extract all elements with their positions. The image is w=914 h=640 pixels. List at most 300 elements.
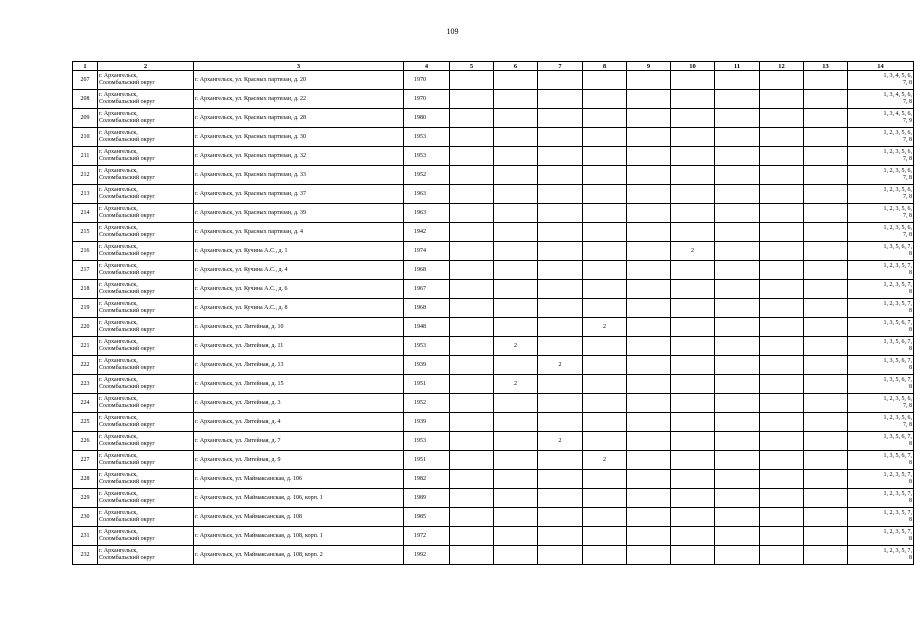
- mark-cell-col-8: [583, 489, 627, 508]
- column-header-11: 11: [715, 62, 760, 71]
- mark-cell-col-5: [450, 185, 494, 204]
- mark-cell-col-9: [627, 432, 671, 451]
- mark-cell-col-11: [715, 71, 760, 90]
- mark-cell-col-13: [804, 71, 848, 90]
- address-cell: г. Архангельск, ул. Кучина А.С., д. 6: [194, 280, 404, 299]
- mark-cell-col-12: [760, 109, 804, 128]
- mark-cell-col-10: [671, 527, 715, 546]
- year-cell: 1985: [404, 508, 450, 527]
- mark-cell-col-7: 2: [538, 432, 583, 451]
- mark-cell-col-12: [760, 185, 804, 204]
- mark-cell-col-8: [583, 242, 627, 261]
- mark-cell-col-8: [583, 337, 627, 356]
- mark-cell-col-9: [627, 223, 671, 242]
- mark-cell-col-12: [760, 394, 804, 413]
- address-cell: г. Архангельск, ул. Маймаксанская, д. 106: [194, 470, 404, 489]
- district-cell: г. Архангельск, Соломбальский округ: [98, 508, 194, 527]
- year-cell: 1974: [404, 242, 450, 261]
- mark-cell-col-5: [450, 242, 494, 261]
- codes-cell: 1, 2, 3, 5, 6, 7, 8: [848, 223, 914, 242]
- address-cell: г. Архангельск, ул. Литейная, д. 7: [194, 432, 404, 451]
- mark-cell-col-13: [804, 375, 848, 394]
- mark-cell-col-7: [538, 147, 583, 166]
- address-cell: г. Архангельск, ул. Красных партизан, д. 20: [194, 71, 404, 90]
- address-cell: г. Архангельск, ул. Литейная, д. 15: [194, 375, 404, 394]
- codes-cell: 1, 2, 3, 5, 6, 7, 8: [848, 394, 914, 413]
- mark-cell-col-11: [715, 242, 760, 261]
- mark-cell-col-11: [715, 299, 760, 318]
- mark-cell-col-7: [538, 318, 583, 337]
- mark-cell-col-10: [671, 375, 715, 394]
- district-cell: г. Архангельск, Соломбальский округ: [98, 280, 194, 299]
- district-cell: г. Архангельск, Соломбальский округ: [98, 318, 194, 337]
- address-cell: г. Архангельск, ул. Кучина А.С., д. 1: [194, 242, 404, 261]
- year-cell: 1953: [404, 128, 450, 147]
- mark-cell-col-11: [715, 489, 760, 508]
- mark-cell-col-10: [671, 299, 715, 318]
- mark-cell-col-7: [538, 90, 583, 109]
- district-cell: г. Архангельск, Соломбальский округ: [98, 470, 194, 489]
- mark-cell-col-6: [494, 128, 538, 147]
- row-number: 212: [73, 166, 98, 185]
- mark-cell-col-7: [538, 261, 583, 280]
- row-number: 218: [73, 280, 98, 299]
- column-header-5: 5: [450, 62, 494, 71]
- district-cell: г. Архангельск, Соломбальский округ: [98, 242, 194, 261]
- mark-cell-col-6: [494, 318, 538, 337]
- district-cell: г. Архангельск, Соломбальский округ: [98, 90, 194, 109]
- mark-cell-col-5: [450, 223, 494, 242]
- mark-cell-col-9: [627, 489, 671, 508]
- mark-cell-col-11: [715, 508, 760, 527]
- address-cell: г. Архангельск, ул. Литейная, д. 9: [194, 451, 404, 470]
- mark-cell-col-12: [760, 71, 804, 90]
- district-cell: г. Архангельск, Соломбальский округ: [98, 128, 194, 147]
- row-number: 225: [73, 413, 98, 432]
- mark-cell-col-10: [671, 546, 715, 565]
- mark-cell-col-9: [627, 375, 671, 394]
- mark-cell-col-13: [804, 109, 848, 128]
- table-row: [73, 337, 914, 356]
- address-cell: г. Архангельск, ул. Маймаксанская, д. 108, корп. 2: [194, 546, 404, 565]
- row-number: 207: [73, 71, 98, 90]
- row-number: 227: [73, 451, 98, 470]
- mark-cell-col-7: [538, 337, 583, 356]
- mark-cell-col-8: [583, 90, 627, 109]
- mark-cell-col-5: [450, 71, 494, 90]
- mark-cell-col-5: [450, 147, 494, 166]
- column-header-6: 6: [494, 62, 538, 71]
- mark-cell-col-7: [538, 489, 583, 508]
- mark-cell-col-13: [804, 489, 848, 508]
- year-cell: 1967: [404, 280, 450, 299]
- row-number: 221: [73, 337, 98, 356]
- mark-cell-col-7: [538, 546, 583, 565]
- row-number: 219: [73, 299, 98, 318]
- mark-cell-col-6: [494, 394, 538, 413]
- mark-cell-col-10: [671, 337, 715, 356]
- mark-cell-col-6: [494, 242, 538, 261]
- codes-cell: 1, 2, 3, 5, 7, 8: [848, 546, 914, 565]
- address-cell: г. Архангельск, ул. Красных партизан, д. 28: [194, 109, 404, 128]
- table-row: [73, 261, 914, 280]
- table-row: [73, 242, 914, 261]
- mark-cell-col-9: [627, 394, 671, 413]
- mark-cell-col-6: [494, 185, 538, 204]
- mark-cell-col-7: [538, 280, 583, 299]
- mark-cell-col-13: [804, 337, 848, 356]
- mark-cell-col-11: [715, 318, 760, 337]
- mark-cell-col-8: 2: [583, 318, 627, 337]
- mark-cell-col-5: [450, 489, 494, 508]
- mark-cell-col-7: [538, 204, 583, 223]
- mark-cell-col-7: [538, 71, 583, 90]
- mark-cell-col-6: [494, 413, 538, 432]
- mark-cell-col-9: [627, 204, 671, 223]
- mark-cell-col-6: [494, 204, 538, 223]
- mark-cell-col-8: [583, 375, 627, 394]
- mark-cell-col-9: [627, 508, 671, 527]
- table-row: [73, 71, 914, 90]
- address-cell: г. Архангельск, ул. Литейная, д. 4: [194, 413, 404, 432]
- table-row: [73, 508, 914, 527]
- housing-table: [72, 61, 914, 565]
- mark-cell-col-11: [715, 470, 760, 489]
- codes-cell: 1, 2, 3, 5, 6, 7, 8: [848, 185, 914, 204]
- mark-cell-col-12: [760, 451, 804, 470]
- mark-cell-col-5: [450, 470, 494, 489]
- mark-cell-col-5: [450, 413, 494, 432]
- mark-cell-col-12: [760, 432, 804, 451]
- mark-cell-col-12: [760, 489, 804, 508]
- mark-cell-col-8: [583, 413, 627, 432]
- district-cell: г. Архангельск, Соломбальский округ: [98, 147, 194, 166]
- address-cell: г. Архангельск, ул. Красных партизан, д. 22: [194, 90, 404, 109]
- mark-cell-col-12: [760, 356, 804, 375]
- mark-cell-col-9: [627, 299, 671, 318]
- mark-cell-col-13: [804, 128, 848, 147]
- codes-cell: 1, 3, 5, 6, 7, 8: [848, 356, 914, 375]
- column-header-8: 8: [583, 62, 627, 71]
- district-cell: г. Архангельск, Соломбальский округ: [98, 527, 194, 546]
- address-cell: г. Архангельск, ул. Литейная, д. 3: [194, 394, 404, 413]
- mark-cell-col-12: [760, 90, 804, 109]
- mark-cell-col-10: [671, 223, 715, 242]
- mark-cell-col-6: [494, 147, 538, 166]
- mark-cell-col-9: [627, 128, 671, 147]
- year-cell: 1953: [404, 147, 450, 166]
- mark-cell-col-11: [715, 451, 760, 470]
- address-cell: г. Архангельск, ул. Красных партизан, д. 30: [194, 128, 404, 147]
- mark-cell-col-12: [760, 147, 804, 166]
- mark-cell-col-11: [715, 527, 760, 546]
- mark-cell-col-11: [715, 223, 760, 242]
- year-cell: 1952: [404, 394, 450, 413]
- mark-cell-col-8: [583, 299, 627, 318]
- year-cell: 1951: [404, 375, 450, 394]
- mark-cell-col-7: [538, 527, 583, 546]
- mark-cell-col-5: [450, 375, 494, 394]
- codes-cell: 1, 2, 3, 5, 7, 8: [848, 527, 914, 546]
- mark-cell-col-10: 2: [671, 242, 715, 261]
- table-row: [73, 546, 914, 565]
- mark-cell-col-9: [627, 318, 671, 337]
- mark-cell-col-11: [715, 546, 760, 565]
- mark-cell-col-7: 2: [538, 356, 583, 375]
- year-cell: 1989: [404, 489, 450, 508]
- table-row: [73, 147, 914, 166]
- mark-cell-col-10: [671, 451, 715, 470]
- row-number: 220: [73, 318, 98, 337]
- codes-cell: 1, 2, 3, 5, 7, 8: [848, 299, 914, 318]
- mark-cell-col-11: [715, 109, 760, 128]
- table-row: [73, 299, 914, 318]
- mark-cell-col-8: [583, 185, 627, 204]
- mark-cell-col-6: [494, 356, 538, 375]
- mark-cell-col-11: [715, 432, 760, 451]
- mark-cell-col-5: [450, 546, 494, 565]
- codes-cell: 1, 2, 3, 5, 6, 7, 8: [848, 147, 914, 166]
- mark-cell-col-6: [494, 451, 538, 470]
- mark-cell-col-6: [494, 280, 538, 299]
- column-header-13: 13: [804, 62, 848, 71]
- year-cell: 1982: [404, 470, 450, 489]
- year-cell: 1963: [404, 185, 450, 204]
- mark-cell-col-6: [494, 90, 538, 109]
- mark-cell-col-13: [804, 508, 848, 527]
- mark-cell-col-6: [494, 489, 538, 508]
- mark-cell-col-9: [627, 280, 671, 299]
- mark-cell-col-5: [450, 280, 494, 299]
- table-row: [73, 451, 914, 470]
- mark-cell-col-8: [583, 204, 627, 223]
- mark-cell-col-6: [494, 546, 538, 565]
- row-number: 215: [73, 223, 98, 242]
- mark-cell-col-11: [715, 413, 760, 432]
- year-cell: 1970: [404, 71, 450, 90]
- mark-cell-col-5: [450, 299, 494, 318]
- address-cell: г. Архангельск, ул. Маймаксанская, д. 106, корп. 1: [194, 489, 404, 508]
- column-header-10: 10: [671, 62, 715, 71]
- codes-cell: 1, 2, 3, 5, 6, 7, 8: [848, 204, 914, 223]
- mark-cell-col-13: [804, 90, 848, 109]
- district-cell: г. Архангельск, Соломбальский округ: [98, 394, 194, 413]
- column-header-7: 7: [538, 62, 583, 71]
- district-cell: г. Архангельск, Соломбальский округ: [98, 71, 194, 90]
- mark-cell-col-7: [538, 413, 583, 432]
- table-body: [73, 71, 914, 565]
- table-row: [73, 356, 914, 375]
- address-cell: г. Архангельск, ул. Красных партизан, д. 37: [194, 185, 404, 204]
- mark-cell-col-11: [715, 394, 760, 413]
- row-number: 222: [73, 356, 98, 375]
- table-row: [73, 166, 914, 185]
- table-row: [73, 489, 914, 508]
- mark-cell-col-6: [494, 71, 538, 90]
- year-cell: 1951: [404, 451, 450, 470]
- mark-cell-col-12: [760, 280, 804, 299]
- mark-cell-col-10: [671, 489, 715, 508]
- mark-cell-col-7: [538, 394, 583, 413]
- district-cell: г. Архангельск, Соломбальский округ: [98, 375, 194, 394]
- mark-cell-col-8: [583, 546, 627, 565]
- mark-cell-col-12: [760, 318, 804, 337]
- row-number: 213: [73, 185, 98, 204]
- year-cell: 1992: [404, 546, 450, 565]
- mark-cell-col-7: [538, 375, 583, 394]
- mark-cell-col-13: [804, 470, 848, 489]
- mark-cell-col-12: [760, 223, 804, 242]
- mark-cell-col-6: [494, 166, 538, 185]
- table-row: [73, 318, 914, 337]
- table-row: [73, 90, 914, 109]
- table-row: [73, 432, 914, 451]
- table-row: [73, 109, 914, 128]
- codes-cell: 1, 2, 3, 5, 7, 8: [848, 470, 914, 489]
- mark-cell-col-10: [671, 394, 715, 413]
- row-number: 228: [73, 470, 98, 489]
- row-number: 226: [73, 432, 98, 451]
- mark-cell-col-11: [715, 280, 760, 299]
- mark-cell-col-13: [804, 261, 848, 280]
- mark-cell-col-13: [804, 356, 848, 375]
- mark-cell-col-13: [804, 147, 848, 166]
- table-header-row: [73, 62, 914, 71]
- mark-cell-col-7: [538, 166, 583, 185]
- mark-cell-col-11: [715, 185, 760, 204]
- mark-cell-col-8: [583, 223, 627, 242]
- mark-cell-col-7: [538, 470, 583, 489]
- year-cell: 1942: [404, 223, 450, 242]
- mark-cell-col-6: [494, 223, 538, 242]
- mark-cell-col-7: [538, 223, 583, 242]
- mark-cell-col-10: [671, 413, 715, 432]
- mark-cell-col-10: [671, 508, 715, 527]
- mark-cell-col-13: [804, 204, 848, 223]
- address-cell: г. Архангельск, ул. Красных партизан, д. 33: [194, 166, 404, 185]
- mark-cell-col-12: [760, 128, 804, 147]
- mark-cell-col-9: [627, 242, 671, 261]
- mark-cell-col-8: [583, 432, 627, 451]
- mark-cell-col-13: [804, 527, 848, 546]
- codes-cell: 1, 3, 5, 6, 7, 8: [848, 242, 914, 261]
- row-number: 210: [73, 128, 98, 147]
- mark-cell-col-11: [715, 90, 760, 109]
- mark-cell-col-8: [583, 356, 627, 375]
- row-number: 208: [73, 90, 98, 109]
- address-cell: г. Архангельск, ул. Кучина А.С., д. 4: [194, 261, 404, 280]
- mark-cell-col-8: [583, 470, 627, 489]
- row-number: 214: [73, 204, 98, 223]
- codes-cell: 1, 3, 4, 5, 6, 7, 9: [848, 109, 914, 128]
- mark-cell-col-8: [583, 394, 627, 413]
- mark-cell-col-12: [760, 204, 804, 223]
- year-cell: 1939: [404, 356, 450, 375]
- year-cell: 1952: [404, 166, 450, 185]
- mark-cell-col-10: [671, 356, 715, 375]
- mark-cell-col-5: [450, 90, 494, 109]
- row-number: 217: [73, 261, 98, 280]
- mark-cell-col-7: [538, 508, 583, 527]
- mark-cell-col-8: [583, 166, 627, 185]
- codes-cell: 1, 2, 3, 5, 7, 8: [848, 280, 914, 299]
- table-row: [73, 375, 914, 394]
- row-number: 223: [73, 375, 98, 394]
- mark-cell-col-10: [671, 185, 715, 204]
- mark-cell-col-9: [627, 451, 671, 470]
- mark-cell-col-10: [671, 432, 715, 451]
- mark-cell-col-12: [760, 527, 804, 546]
- year-cell: 1953: [404, 432, 450, 451]
- mark-cell-col-5: [450, 337, 494, 356]
- address-cell: г. Архангельск, ул. Маймаксанская, д. 108: [194, 508, 404, 527]
- district-cell: г. Архангельск, Соломбальский округ: [98, 261, 194, 280]
- mark-cell-col-7: [538, 128, 583, 147]
- mark-cell-col-9: [627, 261, 671, 280]
- address-cell: г. Архангельск, ул. Литейная, д. 13: [194, 356, 404, 375]
- mark-cell-col-9: [627, 185, 671, 204]
- table-row: [73, 185, 914, 204]
- mark-cell-col-10: [671, 128, 715, 147]
- mark-cell-col-5: [450, 318, 494, 337]
- mark-cell-col-8: [583, 261, 627, 280]
- mark-cell-col-5: [450, 261, 494, 280]
- mark-cell-col-10: [671, 318, 715, 337]
- district-cell: г. Архангельск, Соломбальский округ: [98, 451, 194, 470]
- codes-cell: 1, 2, 3, 5, 7, 8: [848, 489, 914, 508]
- mark-cell-col-5: [450, 166, 494, 185]
- codes-cell: 1, 3, 5, 6, 7, 8: [848, 318, 914, 337]
- table-row: [73, 223, 914, 242]
- address-cell: г. Архангельск, ул. Литейная, д. 10: [194, 318, 404, 337]
- codes-cell: 1, 3, 4, 5, 6, 7, 8: [848, 71, 914, 90]
- codes-cell: 1, 2, 3, 5, 6, 7, 8: [848, 166, 914, 185]
- mark-cell-col-8: [583, 109, 627, 128]
- codes-cell: 1, 2, 3, 5, 6, 7, 8: [848, 128, 914, 147]
- codes-cell: 1, 3, 5, 6, 7, 8: [848, 432, 914, 451]
- codes-cell: 1, 3, 5, 6, 7, 8: [848, 451, 914, 470]
- year-cell: 1939: [404, 413, 450, 432]
- mark-cell-col-13: [804, 318, 848, 337]
- district-cell: г. Архангельск, Соломбальский округ: [98, 432, 194, 451]
- codes-cell: 1, 2, 3, 5, 6, 7, 8: [848, 413, 914, 432]
- district-cell: г. Архангельск, Соломбальский округ: [98, 166, 194, 185]
- mark-cell-col-12: [760, 261, 804, 280]
- district-cell: г. Архангельск, Соломбальский округ: [98, 185, 194, 204]
- mark-cell-col-7: [538, 242, 583, 261]
- mark-cell-col-11: [715, 356, 760, 375]
- year-cell: 1972: [404, 527, 450, 546]
- mark-cell-col-12: [760, 242, 804, 261]
- mark-cell-col-5: [450, 451, 494, 470]
- mark-cell-col-6: [494, 299, 538, 318]
- mark-cell-col-13: [804, 185, 848, 204]
- mark-cell-col-11: [715, 375, 760, 394]
- mark-cell-col-8: [583, 508, 627, 527]
- mark-cell-col-5: [450, 527, 494, 546]
- district-cell: г. Архангельск, Соломбальский округ: [98, 109, 194, 128]
- column-header-4: 4: [404, 62, 450, 71]
- mark-cell-col-5: [450, 432, 494, 451]
- mark-cell-col-11: [715, 128, 760, 147]
- year-cell: 1948: [404, 318, 450, 337]
- mark-cell-col-12: [760, 166, 804, 185]
- mark-cell-col-13: [804, 451, 848, 470]
- year-cell: 1968: [404, 299, 450, 318]
- table-row: [73, 413, 914, 432]
- mark-cell-col-11: [715, 166, 760, 185]
- page-number: 109: [446, 27, 459, 36]
